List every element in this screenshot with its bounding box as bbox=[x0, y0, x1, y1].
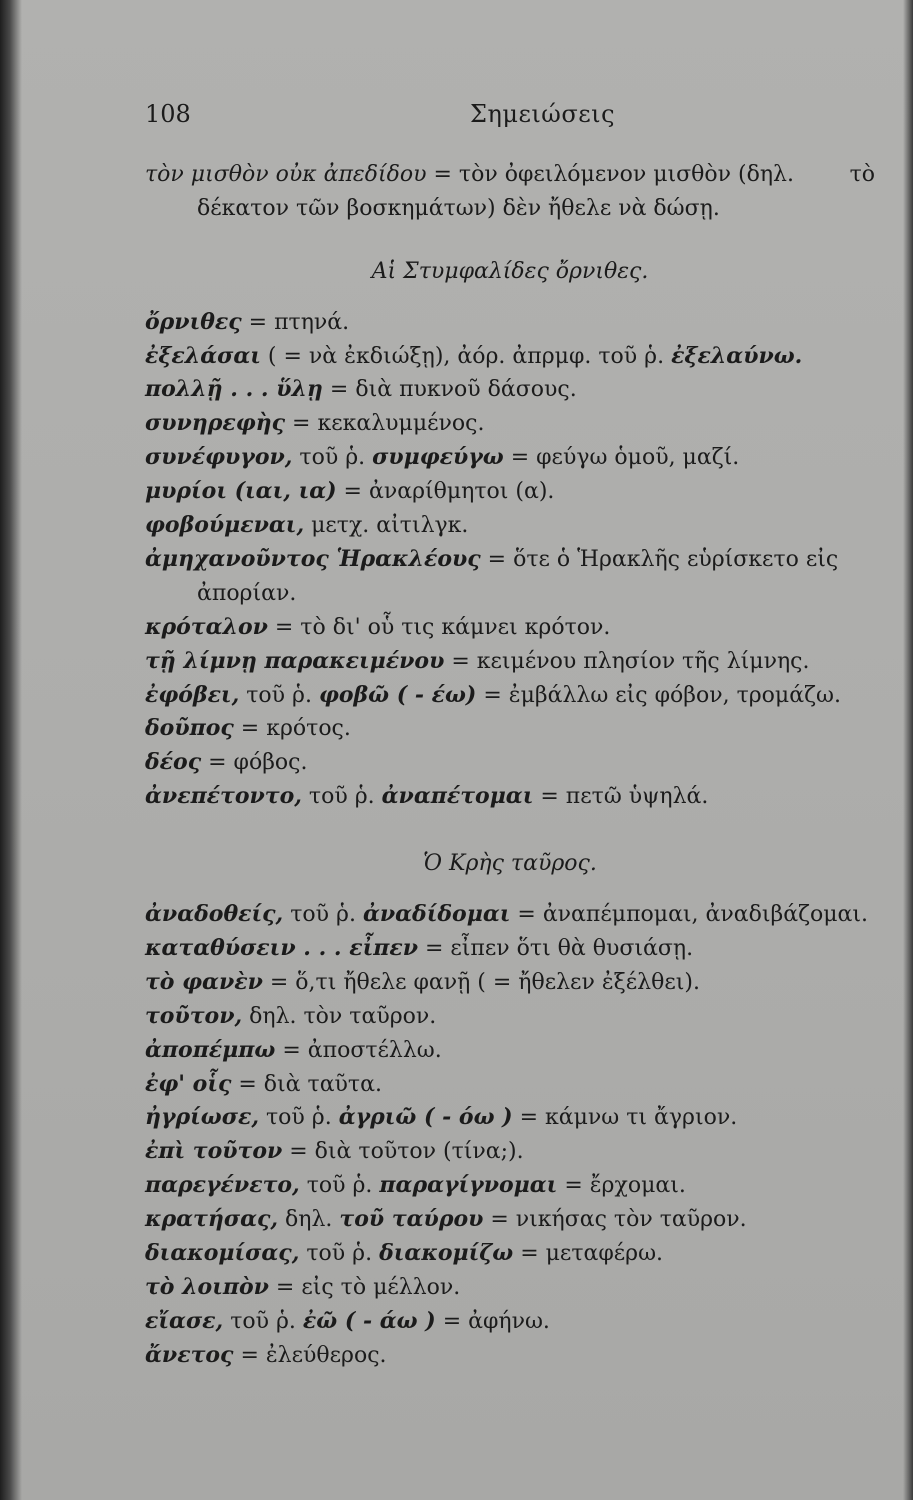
gloss-definition: = πτηνά. bbox=[241, 309, 350, 335]
gloss-definition: τοῦ ῥ. bbox=[223, 1308, 303, 1334]
gloss-definition: = κεκαλυμμένος. bbox=[285, 411, 485, 437]
gloss-term: ἐπὶ τοῦτον bbox=[145, 1138, 283, 1165]
gloss-definition: μετχ. αἰτιλγκ. bbox=[304, 513, 469, 539]
gloss-term-secondary: παραγίγνομαι bbox=[379, 1172, 558, 1199]
gloss-definition: = κρότος. bbox=[233, 716, 351, 742]
gloss-entry bbox=[145, 966, 875, 1000]
gloss-definition: τοῦ ῥ. bbox=[299, 1173, 380, 1199]
gloss-entry bbox=[145, 407, 875, 441]
notes-body bbox=[145, 158, 875, 1373]
gloss-term: ἀμηχανοῦντος Ἡρακλέους bbox=[145, 545, 481, 572]
gloss-definition: τοῦ ῥ. bbox=[299, 1241, 380, 1267]
gloss-definition: = ἀποστέλλω. bbox=[275, 1037, 442, 1063]
gloss-definition: τοῦ ῥ. bbox=[301, 784, 382, 810]
gloss-entry bbox=[145, 340, 875, 374]
gloss-term-secondary: ἐῶ ( - άω ) bbox=[302, 1307, 436, 1334]
gloss-definition: = ἀναρίθμητοι (α). bbox=[336, 479, 555, 505]
gloss-entry bbox=[145, 306, 875, 340]
gloss-entry bbox=[145, 1034, 875, 1068]
gloss-term: δοῦπος bbox=[145, 715, 234, 742]
gloss-term: τὸ φανὲν bbox=[145, 968, 263, 995]
gloss-term-secondary: ἐξελαύνω. bbox=[671, 342, 803, 369]
gloss-term-secondary: φοβῶ ( - έω) bbox=[318, 681, 477, 708]
gloss-definition-secondary: = μεταφέρω. bbox=[513, 1241, 664, 1267]
gloss-term: δέος bbox=[145, 749, 202, 776]
gloss-definition: ( = νὰ ἐκδιώξῃ), ἀόρ. ἀπρμφ. τοῦ ῥ. bbox=[260, 343, 672, 369]
gloss-term: ἠγρίωσε, bbox=[145, 1104, 259, 1131]
gloss-definition: = διὰ πυκνοῦ δάσους. bbox=[322, 377, 577, 403]
gloss-entry bbox=[145, 932, 875, 966]
gloss-term-secondary: συμφεύγω bbox=[372, 444, 504, 471]
gloss-definition: τοῦ ῥ. bbox=[259, 1105, 339, 1131]
gloss-term: ἐξελάσαι bbox=[145, 342, 261, 369]
gloss-entry bbox=[145, 543, 875, 577]
gloss-entry bbox=[145, 645, 875, 679]
page-number: 108 bbox=[145, 100, 191, 128]
gloss-entry bbox=[145, 746, 875, 780]
gloss-continuation: ἀπορίαν. bbox=[197, 580, 297, 606]
gloss-entry bbox=[145, 1169, 875, 1203]
gloss-definition-secondary: = πετῶ ὑψηλά. bbox=[533, 784, 709, 810]
intro-definition-end: τὸ bbox=[849, 162, 875, 187]
gloss-entry bbox=[145, 441, 875, 475]
gloss-definition-secondary: = ἀναπέμπομαι, ἀναδιβάζομαι. bbox=[510, 902, 869, 927]
section-stymphalian-birds bbox=[145, 306, 875, 815]
gloss-term: ἐφόβει, bbox=[145, 681, 240, 708]
gloss-entry bbox=[145, 373, 875, 407]
gloss-definition-secondary: = ἔρχομαι. bbox=[557, 1173, 686, 1199]
gloss-entry bbox=[145, 679, 875, 713]
gloss-definition-secondary: = ἐμβάλλω εἰς φόβον, τρομάζω. bbox=[476, 682, 841, 708]
gloss-entry bbox=[145, 1068, 875, 1102]
gloss-term: διακομίσας, bbox=[145, 1240, 300, 1267]
gloss-term: ἀναδοθείς, bbox=[145, 901, 284, 927]
gloss-definition: = διὰ ταῦτα. bbox=[231, 1071, 382, 1097]
intro-definition: = τὸν ὀφειλόμενον μισθὸν (δηλ. bbox=[433, 162, 794, 187]
gloss-definition: = ἐλεύθερος. bbox=[233, 1342, 387, 1368]
gloss-term: τὸ λοιπὸν bbox=[145, 1273, 269, 1300]
gloss-entry bbox=[145, 1271, 875, 1305]
gloss-definition: = διὰ τοῦτον (τίνα;). bbox=[282, 1139, 524, 1165]
gloss-definition: τοῦ ῥ. bbox=[292, 445, 373, 471]
gloss-term: τῇ λίμνῃ παρακειμένου bbox=[145, 647, 445, 674]
section-title-stymphalian-birds: Αἱ Στυμφαλίδες ὄρνιθες. bbox=[371, 258, 649, 284]
gloss-term: ἀποπέμπω bbox=[145, 1036, 276, 1063]
gloss-entry bbox=[145, 1203, 875, 1237]
gloss-entry bbox=[145, 780, 875, 814]
gloss-entry bbox=[145, 1000, 875, 1034]
gloss-entry bbox=[145, 509, 875, 543]
gloss-definition: = τὸ δι' οὗ τις κάμνει κρότον. bbox=[267, 614, 611, 640]
gloss-term: καταθύσειν . . . εἶπεν bbox=[145, 934, 418, 961]
gloss-entry bbox=[145, 898, 875, 932]
section-cretan-bull bbox=[145, 898, 875, 1373]
page-header bbox=[145, 100, 818, 134]
gloss-term-secondary: διακομίζω bbox=[379, 1240, 514, 1267]
gloss-term: ἐφ' οἷς bbox=[145, 1070, 232, 1097]
gloss-definition-secondary: = νικήσας τὸν ταῦρον. bbox=[483, 1207, 747, 1233]
gloss-definition: τοῦ ῥ. bbox=[239, 682, 319, 708]
gloss-definition: = ὅ,τι ἤθελε φανῇ ( = ἤθελεν ἐξέλθει). bbox=[262, 969, 700, 995]
gloss-term: ἄνετος bbox=[145, 1341, 234, 1368]
gloss-term: ἀνεπέτοντο, bbox=[145, 783, 302, 810]
gloss-entry bbox=[145, 1135, 875, 1169]
gloss-entry bbox=[145, 611, 875, 645]
gloss-term: συνηρεφὴς bbox=[145, 410, 286, 437]
gloss-term-secondary: ἀναδίδομαι bbox=[362, 901, 511, 927]
gloss-term-secondary: ἀγριῶ ( - όω ) bbox=[338, 1104, 513, 1131]
gloss-term: παρεγένετο, bbox=[145, 1172, 300, 1199]
gloss-definition: = φόβος. bbox=[201, 750, 308, 776]
gloss-definition: τοῦ ῥ. bbox=[283, 902, 363, 927]
gloss-definition: = κειμένου πλησίον τῆς λίμνης. bbox=[444, 648, 810, 674]
gloss-term: κρατήσας, bbox=[145, 1206, 279, 1233]
gloss-term: συνέφυγον, bbox=[145, 444, 293, 471]
gloss-definition: δηλ. bbox=[278, 1207, 340, 1233]
gloss-definition-secondary: = κάμνω τι ἄγριον. bbox=[512, 1105, 738, 1131]
gloss-definition-secondary: = ἀφήνω. bbox=[435, 1308, 550, 1334]
intro-line-2: δέκατον τῶν βοσκημάτων) δὲν ἤθελε νὰ δώσῃ. bbox=[197, 195, 720, 221]
intro-line-1 bbox=[145, 158, 875, 192]
gloss-term: μυρίοι (ιαι, ια) bbox=[145, 478, 337, 505]
gloss-entry bbox=[145, 712, 875, 746]
gloss-entry bbox=[145, 1237, 875, 1271]
gloss-definition: = ὅτε ὁ Ἡρακλῆς εὑρίσκετο εἰς bbox=[480, 546, 839, 572]
gloss-entry bbox=[145, 1339, 875, 1373]
section-title-cretan-bull: Ὁ Κρὴς ταῦρος. bbox=[423, 851, 597, 877]
gloss-entry bbox=[145, 475, 875, 509]
page-edge-shadow-right bbox=[903, 0, 913, 1500]
gloss-definition-secondary: = φεύγω ὁμοῦ, μαζί. bbox=[503, 445, 740, 471]
gloss-definition: = εἶπεν ὅτι θὰ θυσιάσῃ. bbox=[417, 935, 694, 961]
gloss-term: ὄρνιθες bbox=[145, 308, 242, 335]
gloss-term: κρόταλον bbox=[145, 613, 268, 640]
gloss-term: πολλῇ . . . ὕλῃ bbox=[145, 376, 323, 403]
gloss-term: τοῦτον, bbox=[145, 1002, 243, 1029]
gloss-definition: = εἰς τὸ μέλλον. bbox=[268, 1274, 461, 1300]
gloss-entry bbox=[145, 1101, 875, 1135]
gloss-definition: δηλ. τὸν ταῦρον. bbox=[242, 1003, 437, 1029]
gloss-term: εἴασε, bbox=[145, 1307, 224, 1334]
gloss-term: φοβούμεναι, bbox=[145, 512, 305, 539]
intro-term: τὸν μισθὸν οὐκ ἀπεδίδου bbox=[145, 162, 427, 187]
gloss-entry bbox=[145, 1305, 875, 1339]
page-edge-shadow-left bbox=[0, 0, 22, 1500]
gloss-term-secondary: τοῦ ταύρου bbox=[339, 1206, 484, 1233]
gloss-term-secondary: ἀναπέτομαι bbox=[381, 783, 534, 810]
running-head: Σημειώσεις bbox=[470, 100, 616, 128]
